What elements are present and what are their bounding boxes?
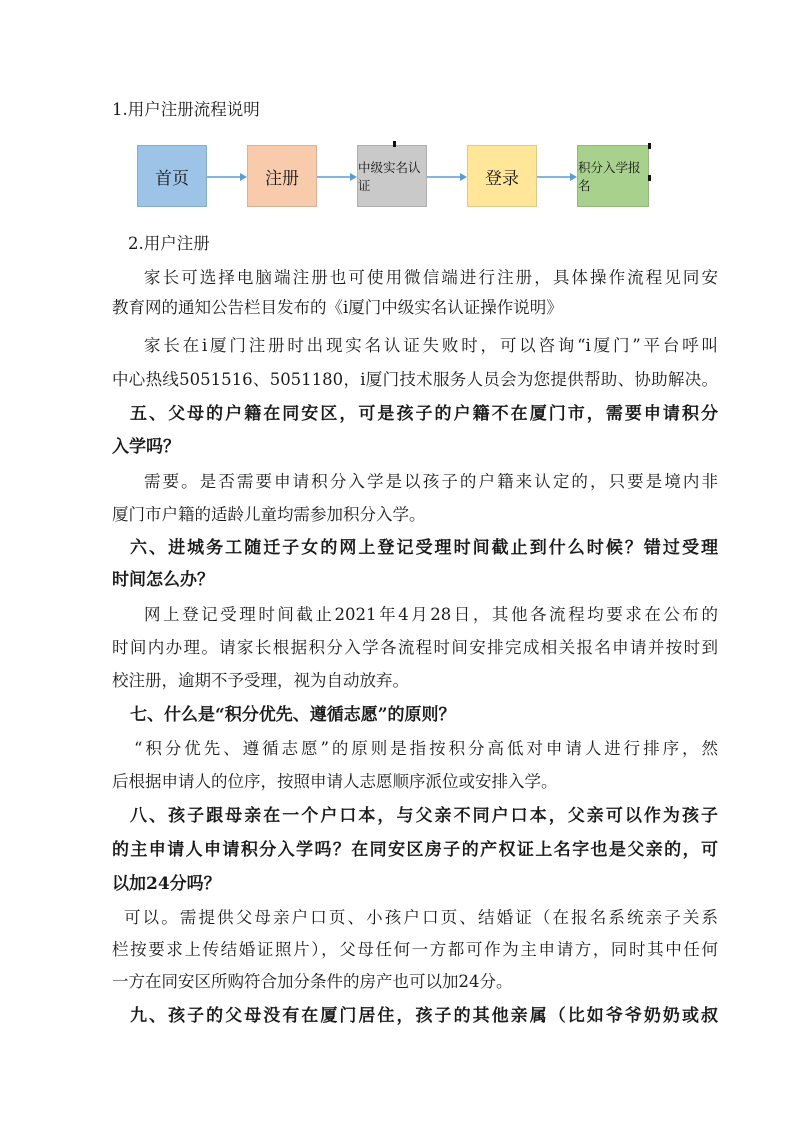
flow-step-points-enrollment: 积分入学报名 xyxy=(577,145,649,207)
flow-step-login: 登录 xyxy=(467,145,537,207)
flow-mark-3 xyxy=(648,175,651,181)
flow-arrow-4 xyxy=(537,172,577,182)
answer-line: 栏按要求上传结婚证照片），父母任何一方都可作为主申请方，同时其中任何 xyxy=(112,940,718,959)
flow-arrow-3 xyxy=(427,172,467,182)
answer-line: “积分优先、遵循志愿”的原则是指按积分高低对申请人进行排序，然 xyxy=(134,739,718,758)
paragraph-line: 中心热线5051516、5051180，i厦门技术服务人员会为您提供帮助、协助解决。 xyxy=(112,370,718,389)
answer-line: 时间内办理。请家长根据积分入学各流程时间安排完成相关报名申请并按时到 xyxy=(112,638,718,657)
flow-arrow-1 xyxy=(207,172,247,182)
question-heading: 以加24分吗？ xyxy=(112,874,221,894)
answer-line: 一方在同安区所购符合加分条件的房产也可以加24分。 xyxy=(112,972,513,991)
question-heading: 七、什么是“积分优先、遵循志愿”的原则？ xyxy=(130,705,456,725)
answer-line: 网上登记受理时间截止2021年4月28日，其他各流程均要求在公布的 xyxy=(144,605,718,624)
flow-step-home: 首页 xyxy=(137,145,207,207)
flow-step-verification: 中级实名认证 xyxy=(357,145,427,207)
answer-line: 需要。是否需要申请积分入学是以孩子的户籍来认定的，只要是境内非 xyxy=(144,472,718,491)
answer-line: 厦门市户籍的适龄儿童均需参加积分入学。 xyxy=(112,505,426,524)
question-heading: 九、孩子的父母没有在厦门居住，孩子的其他亲属（比如爷爷奶奶或叔 xyxy=(130,1006,718,1026)
flow-arrow-2 xyxy=(317,172,357,182)
paragraph-line: 教育网的通知公告栏目发布的《i厦门中级实名认证操作说明》 xyxy=(112,298,563,317)
flow-mark-2 xyxy=(648,143,651,149)
paragraph-line: 家长在i厦门注册时出现实名认证失败时，可以咨询“i厦门”平台呼叫 xyxy=(144,336,718,355)
question-heading: 五、父母的户籍在同安区，可是孩子的户籍不在厦门市，需要申请积分 xyxy=(130,404,718,424)
question-heading: 六、进城务工随迁子女的网上登记受理时间截止到什么时候？错过受理 xyxy=(130,538,718,558)
section-heading-2: 2.用户注册 xyxy=(128,234,210,253)
flow-step-register: 注册 xyxy=(247,145,317,207)
answer-line: 后根据申请人的位序，按照申请人志愿顺序派位或安排入学。 xyxy=(112,772,558,791)
answer-line: 可以。需提供父母亲户口页、小孩户口页、结婚证（在报名系统亲子关系 xyxy=(124,908,718,927)
answer-line: 校注册，逾期不予受理，视为自动放弃。 xyxy=(112,671,409,690)
flow-mark-1 xyxy=(393,141,396,147)
section-heading-1: 1.用户注册流程说明 xyxy=(112,100,260,119)
paragraph-line: 家长可选择电脑端注册也可使用微信端进行注册，具体操作流程见同安 xyxy=(144,268,718,287)
question-heading: 八、孩子跟母亲在一个户口本，与父亲不同户口本，父亲可以作为孩子 xyxy=(130,806,718,826)
question-heading: 入学吗？ xyxy=(112,437,180,457)
question-heading: 的主申请人申请积分入学吗？在同安区房子的产权证上名字也是父亲的，可 xyxy=(112,840,718,860)
question-heading: 时间怎么办？ xyxy=(112,570,214,590)
registration-flow-diagram xyxy=(137,143,657,211)
